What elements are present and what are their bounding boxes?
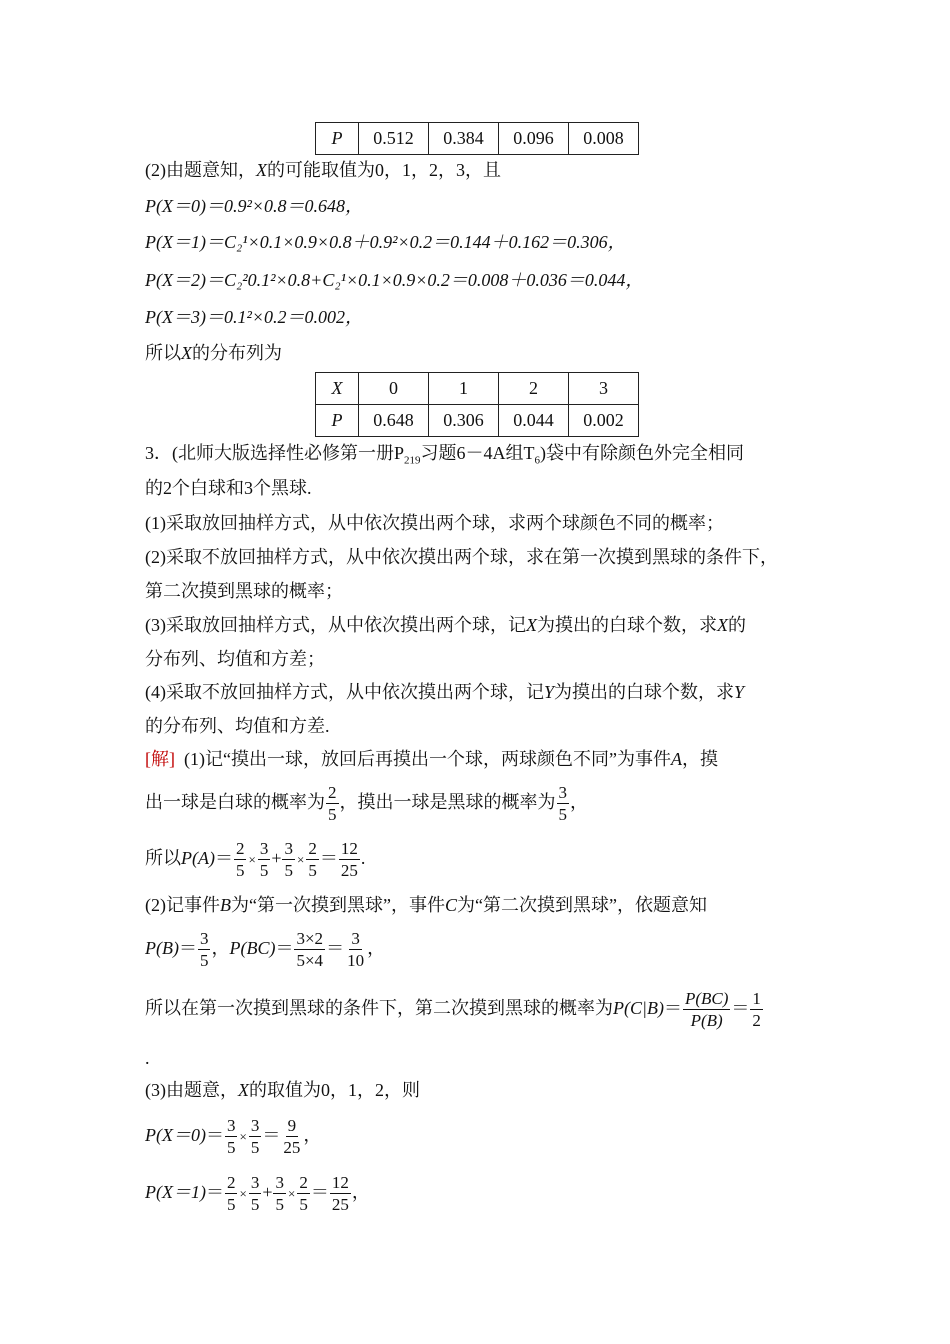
table-cell: 0.044 <box>499 405 569 437</box>
denominator: 5 <box>275 1195 284 1215</box>
numerator: 3 <box>558 783 567 803</box>
numerator: 2 <box>235 839 245 859</box>
denominator: 5 <box>328 805 337 825</box>
table-cell: 3 <box>569 373 639 405</box>
numerator: 12 <box>331 1173 349 1193</box>
fraction <box>306 840 319 879</box>
fraction <box>225 1174 238 1213</box>
text: 6－4A <box>456 443 506 463</box>
fraction <box>339 840 360 879</box>
denominator: 5 <box>284 861 293 881</box>
denominator: 5 <box>235 861 245 881</box>
denominator: 5 <box>308 861 317 881</box>
text: 为摸出的白球个数，求 <box>537 615 717 635</box>
fraction <box>683 990 730 1029</box>
fraction <box>750 990 763 1029</box>
problem3-q2-line1: (2)采取不放回抽样方式，从中依次摸出两个球，求在第一次摸到黑球的条件下， <box>145 547 778 567</box>
denominator: 5 <box>226 1195 236 1215</box>
problem3-q4-line1 <box>145 680 744 704</box>
denominator: 25 <box>331 1195 349 1215</box>
numerator: 3 <box>259 839 269 859</box>
text: ＝ <box>214 848 233 868</box>
denominator: 2 <box>752 1011 761 1031</box>
text: ， <box>351 1182 370 1202</box>
table-cell: 0.384 <box>429 123 499 155</box>
text: (2)由题意知， <box>145 160 256 180</box>
numerator: 3 <box>351 929 360 949</box>
var: P(X＝1) <box>145 1182 206 1202</box>
table-cell: 0.002 <box>569 405 639 437</box>
solution-line2 <box>145 780 588 824</box>
solution-line8 <box>145 1078 420 1102</box>
denominator: 5 <box>299 1195 308 1215</box>
var: P(B) <box>145 938 179 958</box>
op: + <box>262 1182 273 1202</box>
text: ＝ <box>262 1125 281 1145</box>
solution-line10 <box>145 1170 370 1216</box>
text: ， <box>211 938 230 958</box>
text: ＝ <box>205 1182 224 1202</box>
table-row <box>316 405 639 437</box>
table-header-p: P <box>316 123 359 155</box>
subscript: 6 <box>534 454 541 467</box>
fraction <box>330 1174 351 1213</box>
text: ＝ <box>326 938 345 958</box>
var: B <box>220 895 231 915</box>
denominator: 5 <box>259 861 269 881</box>
numerator: 3 <box>284 839 293 859</box>
op: × <box>239 1129 247 1144</box>
text: ，摸出一球是黑球的概率为 <box>339 792 556 812</box>
problem3-q4-line2: 的分布列、均值和方差. <box>145 716 330 736</box>
denominator: 5 <box>250 1195 260 1215</box>
numerator: 9 <box>287 1116 297 1136</box>
sol2-intro <box>145 158 501 182</box>
sol2-p1: P(X＝1)＝C₂¹×0.1×0.9×0.8＋0.9²×0.2＝0.144＋0.162＝0.306， <box>145 232 626 252</box>
text: (1)记“摸出一球，放回后再摸出一个球，两球颜色不同”为事件 <box>184 749 671 769</box>
text: ＝ <box>319 848 338 868</box>
text: 习题 <box>420 443 457 463</box>
var: X <box>717 615 728 635</box>
table-cell: 0.512 <box>359 123 429 155</box>
table-cell: 0.096 <box>499 123 569 155</box>
table-row <box>316 373 639 405</box>
denominator: 5 <box>226 1138 236 1158</box>
op: × <box>296 852 305 867</box>
text: ＝ <box>663 998 682 1018</box>
numerator: 3×2 <box>296 929 324 949</box>
problem3-line2: 的2个白球和3个黑球. <box>145 478 312 498</box>
fraction <box>273 1174 286 1213</box>
text: 所以 <box>145 343 181 363</box>
table-cell: 1 <box>429 373 499 405</box>
var: P(X＝0) <box>145 1125 206 1145</box>
solution-line5 <box>145 926 385 970</box>
text: ＝ <box>205 1125 224 1145</box>
text: 的可能取值为0，1，2，3，且 <box>267 160 501 180</box>
table-cell: 2 <box>499 373 569 405</box>
problem3-q2-line2: 第二次摸到黑球的概率； <box>145 581 343 601</box>
text: (3)由题意， <box>145 1080 238 1100</box>
text: ＝ <box>731 998 750 1018</box>
numerator: 3 <box>275 1173 284 1193</box>
var: X <box>256 160 267 180</box>
var: Y <box>544 682 555 702</box>
fraction <box>249 1174 262 1213</box>
var: A <box>670 749 682 769</box>
text: (2)记事件 <box>145 895 220 915</box>
table-header-p: P <box>316 405 359 437</box>
fraction <box>297 1174 310 1213</box>
table-cell: 0 <box>359 373 429 405</box>
text: 的分布列为 <box>192 343 282 363</box>
text: (3)采取放回抽样方式，从中依次摸出两个球，记 <box>145 615 526 635</box>
text: ， <box>570 792 588 812</box>
text: )袋中有除颜色外完全相同 <box>540 443 745 463</box>
text: 组 <box>505 443 524 463</box>
fraction <box>198 930 211 969</box>
fraction <box>258 840 271 879</box>
problem3-q1: (1)采取放回抽样方式，从中依次摸出两个球，求两个球颜色不同的概率； <box>145 513 724 533</box>
problem3-q3-line1 <box>145 613 746 637</box>
text: ， <box>303 1125 322 1145</box>
fraction <box>249 1117 262 1156</box>
fraction <box>281 1117 302 1156</box>
denominator: 5×4 <box>296 951 324 971</box>
text: ， <box>367 938 386 958</box>
table-cell: 0.648 <box>359 405 429 437</box>
text: 的 <box>728 615 746 635</box>
fraction <box>326 784 339 823</box>
denominator: 25 <box>340 861 358 881</box>
fraction <box>282 840 295 879</box>
numerator: 2 <box>308 839 317 859</box>
text: 为“第二次摸到黑球”，依题意知 <box>457 895 707 915</box>
denominator: 25 <box>283 1138 301 1158</box>
probability-table-top <box>315 122 639 155</box>
problem3-q3-line2: 分布列、均值和方差； <box>145 649 325 669</box>
var: P(BC) <box>229 938 276 958</box>
var: X <box>181 343 192 363</box>
solution-tag: [解] <box>145 749 175 769</box>
subscript: 219 <box>404 454 421 467</box>
solution-line4 <box>145 893 707 917</box>
table-cell: 0.008 <box>569 123 639 155</box>
op: × <box>248 852 256 867</box>
numerator: 12 <box>340 839 358 859</box>
var: P(A) <box>181 848 215 868</box>
numerator: 3 <box>250 1173 260 1193</box>
solution-line9 <box>145 1113 321 1159</box>
sol2-p2: P(X＝2)＝C₂²0.1²×0.8+C₂¹×0.1×0.9×0.2＝0.008＋0.036＝0.044， <box>145 270 644 290</box>
denominator: 5 <box>558 805 567 825</box>
fraction <box>234 840 247 879</box>
text: ＝ <box>275 938 294 958</box>
solution-line7: . <box>145 1048 150 1068</box>
text: T <box>523 443 535 463</box>
denominator: 10 <box>347 951 365 971</box>
denominator: 5 <box>250 1138 260 1158</box>
numerator: P(BC) <box>684 989 729 1009</box>
numerator: 1 <box>752 989 761 1009</box>
text: 出一球是白球的概率为 <box>145 792 325 812</box>
numerator: 2 <box>226 1173 236 1193</box>
text: ＝ <box>310 1182 329 1202</box>
var: Y <box>734 682 745 702</box>
op: + <box>271 848 282 868</box>
numerator: 3 <box>199 929 209 949</box>
numerator: 3 <box>250 1116 260 1136</box>
text: ＝ <box>178 938 197 958</box>
numerator: 3 <box>226 1116 236 1136</box>
text: P <box>394 443 405 463</box>
fraction <box>225 1117 238 1156</box>
op: × <box>287 1186 296 1201</box>
sol2-dist-intro <box>145 341 282 365</box>
numerator: 2 <box>299 1173 308 1193</box>
text: 为摸出的白球个数，求 <box>554 682 735 702</box>
solution-line6 <box>145 986 764 1030</box>
op: × <box>239 1186 247 1201</box>
text: 所以 <box>145 848 181 868</box>
table-row <box>316 123 639 155</box>
text: ，摸 <box>681 749 718 769</box>
text: 所以在第一次摸到黑球的条件下，第二次摸到黑球的概率为 <box>145 998 613 1018</box>
denominator: P(B) <box>690 1011 723 1031</box>
fraction <box>294 930 325 969</box>
solution-line3 <box>145 836 365 882</box>
text: 3．(北师大版选择性必修第一册 <box>145 443 394 463</box>
text: . <box>360 848 366 868</box>
sol2-p0: P(X＝0)＝0.9²×0.8＝0.648， <box>145 196 364 216</box>
fraction <box>345 930 366 969</box>
var: C <box>444 895 457 915</box>
denominator: 5 <box>199 951 209 971</box>
text: 的取值为0，1，2，则 <box>249 1080 420 1100</box>
sol2-p3: P(X＝3)＝0.1²×0.2＝0.002， <box>145 307 364 327</box>
table-header-x: X <box>316 373 359 405</box>
var: X <box>526 615 537 635</box>
fraction <box>557 784 570 823</box>
text: (4)采取不放回抽样方式，从中依次摸出两个球，记 <box>145 682 544 702</box>
text: 为“第一次摸到黑球”，事件 <box>231 895 445 915</box>
distribution-table <box>315 372 639 437</box>
table-cell: 0.306 <box>429 405 499 437</box>
numerator: 2 <box>328 783 337 803</box>
var: X <box>238 1080 249 1100</box>
problem3-line1 <box>145 441 744 465</box>
solution-line1 <box>145 747 718 771</box>
var: P(C|B) <box>613 998 664 1018</box>
